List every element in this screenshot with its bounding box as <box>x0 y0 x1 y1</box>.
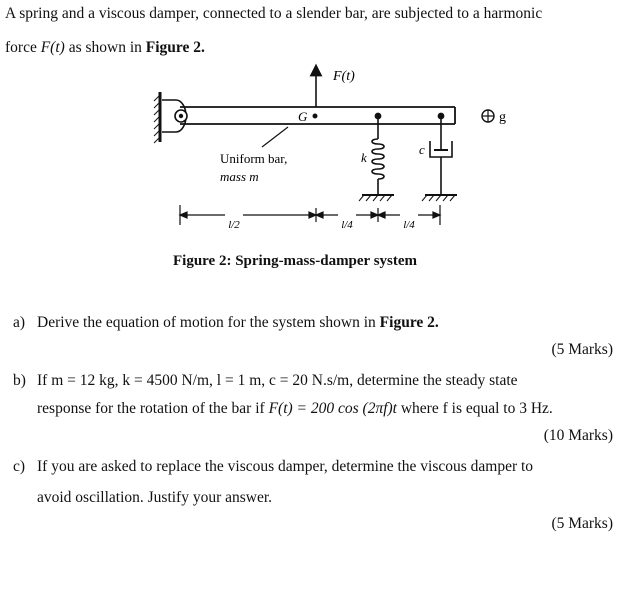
dim-quarter-1: l/4 <box>341 219 353 231</box>
intro-figure-ref: Figure 2. <box>145 39 205 56</box>
question-a-text: Derive the equation of motion for the system shown in <box>37 314 380 331</box>
question-b-text-2: response for the rotation of the bar if <box>37 400 269 417</box>
question-a-figure-ref: Figure 2. <box>379 314 439 331</box>
question-b-line-1 <box>13 373 518 389</box>
dim-quarter-2: l/4 <box>403 219 415 231</box>
question-b-text: If m = 12 kg, k = 4500 N/m, l = 1 m, c = 20 N.s/m, determine the steady state <box>37 372 518 389</box>
question-c-label: c) <box>13 458 26 475</box>
uniform-bar <box>180 107 455 124</box>
damper-label: c <box>419 142 425 157</box>
question-c-text: If you are asked to replace the viscous damper, determine the viscous damper to <box>37 458 534 475</box>
question-a-label: a) <box>13 314 26 331</box>
figure-2-diagram <box>0 0 619 290</box>
question-b-label: b) <box>13 372 26 389</box>
question-b-text-3: where f is equal to 3 Hz. <box>396 400 553 417</box>
figure-caption: Figure 2: Spring-mass-damper system <box>173 253 418 269</box>
question-b-equation: F(t) = 200 cos (2πf)t <box>268 400 397 417</box>
center-label: G <box>298 109 308 124</box>
gravity-label: g <box>499 110 506 125</box>
question-b-marks: (10 Marks) <box>543 427 613 444</box>
question-a-marks: (5 Marks) <box>551 341 613 358</box>
damper <box>422 113 457 201</box>
question-c-line-1 <box>13 459 533 475</box>
question-a <box>13 315 439 331</box>
bar-pointer <box>262 127 288 147</box>
bar-label-2: mass m <box>220 169 259 184</box>
intro-line-1: A spring and a viscous damper, connected to a slender bar, are subjected to a harmonic <box>5 5 543 22</box>
question-c-marks: (5 Marks) <box>551 515 613 532</box>
intro-text-mid: as shown in <box>64 39 146 56</box>
question-b-line-2 <box>37 401 553 417</box>
bar-label-1: Uniform bar, <box>220 151 288 166</box>
intro-text: force <box>5 39 41 56</box>
dim-half: l/2 <box>228 219 240 231</box>
question-c-line-2: avoid oscillation. Justify your answer. <box>37 489 273 506</box>
intro-force: F(t) <box>40 39 65 56</box>
force-label: F(t) <box>333 69 355 84</box>
spring-label: k <box>361 150 367 165</box>
